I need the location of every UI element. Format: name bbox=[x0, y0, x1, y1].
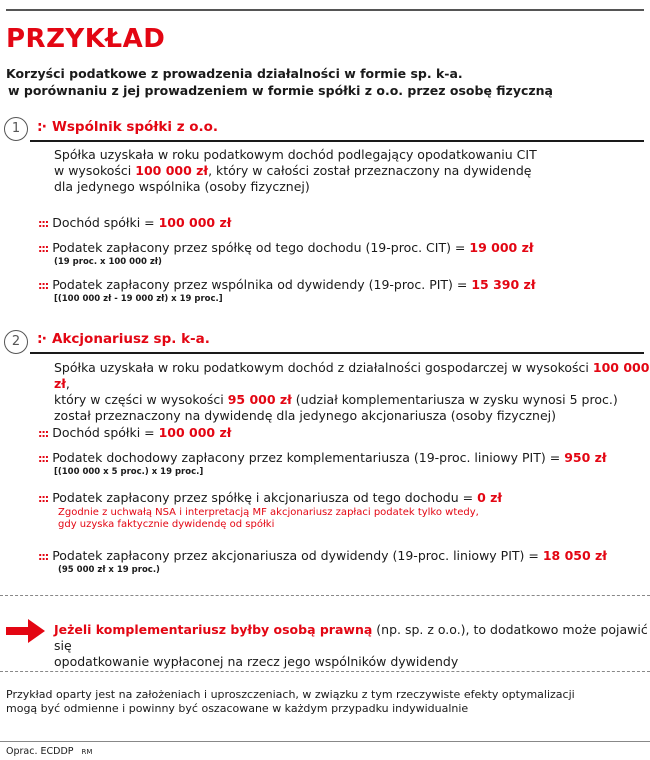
section-1-marker-icon: :· bbox=[37, 119, 46, 135]
footnote: Przykład oparty jest na założeniach i uproszczeniach, w związku z tym rzeczywiste efekty optymalizacji mogą być odmienne i powinny być oszacowane w każdym przypadku indywidualnie bbox=[6, 688, 575, 715]
source-credit: Oprac. ECDDP RM bbox=[6, 746, 93, 757]
body-line: Spółka uzyskała w roku podatkowym dochód podlegający opodatkowaniu CIT bbox=[54, 147, 537, 162]
bullet-icon: ::: bbox=[38, 427, 49, 440]
section-1-number: 1 bbox=[4, 117, 28, 141]
bullet-icon: ::: bbox=[38, 217, 49, 230]
body-line: w wysokości 100 000 zł, który w całości został przeznaczony na dywidendę bbox=[54, 163, 532, 178]
subtitle bbox=[6, 65, 553, 99]
bullet-icon: ::: bbox=[38, 279, 49, 292]
callout-text: Jeżeli komplementariusz byłby osobą prawną (np. sp. z o.o.), to dodatkowo może pojawić się opodatkowanie wypłaconej na rzecz jego wspólników dywidendy bbox=[54, 622, 648, 669]
section-1-item-pit: ::: Podatek zapłacony przez wspólnika od dywidendy (19-proc. PIT) = 15 390 zł bbox=[38, 277, 536, 292]
section-2-item-dividend-calc: (95 000 zł x 19 proc.) bbox=[58, 565, 160, 575]
body-line: dla jedynego wspólnika (osoby fizycznej) bbox=[54, 179, 310, 194]
section-2-rule bbox=[30, 352, 644, 354]
body-line: Spółka uzyskała w roku podatkowym dochód z działalności gospodarczej w wysokości 100 000 zł, bbox=[54, 360, 650, 391]
bullet-icon: ::: bbox=[38, 550, 49, 563]
section-1-item-cit-calc: (19 proc. x 100 000 zł) bbox=[54, 257, 162, 267]
section-2-item-dividend-pit: ::: Podatek zapłacony przez akcjonariusza od dywidendy (19-proc. liniowy PIT) = 18 050 zł bbox=[38, 548, 607, 563]
bottom-rule bbox=[0, 741, 650, 742]
bullet-icon: ::: bbox=[38, 492, 49, 505]
section-2-item-income: ::: Dochód spółki = 100 000 zł bbox=[38, 425, 232, 440]
section-1-heading: Wspólnik spółki z o.o. bbox=[52, 119, 219, 135]
arrow-right-icon bbox=[6, 618, 46, 644]
section-2-marker-icon: :· bbox=[37, 331, 46, 347]
section-1-item-pit-calc: [(100 000 zł - 19 000 zł) x 19 proc.] bbox=[54, 294, 223, 304]
bullet-icon: ::: bbox=[38, 452, 49, 465]
section-1-rule bbox=[30, 140, 644, 142]
bullet-icon: ::: bbox=[38, 242, 49, 255]
body-line: został przeznaczony na dywidendę dla jedynego akcjonariusza (osoby fizycznej) bbox=[54, 408, 557, 423]
subtitle-line-2: w porównaniu z jej prowadzeniem w formie spółki z o.o. przez osobę fizyczną bbox=[8, 83, 553, 98]
section-2-heading: Akcjonariusz sp. k-a. bbox=[52, 331, 210, 347]
author-initials: RM bbox=[81, 748, 93, 756]
dashed-separator bbox=[0, 595, 650, 596]
body-line: który w części w wysokości 95 000 zł (udział komplementariusza w zysku wynosi 5 proc.) bbox=[54, 392, 618, 407]
section-2-item-complementary-pit: ::: Podatek dochodowy zapłacony przez komplementariusza (19-proc. liniowy PIT) = 950 zł bbox=[38, 450, 607, 465]
section-2-number: 2 bbox=[4, 330, 28, 354]
page-title: PRZYKŁAD bbox=[6, 24, 166, 54]
section-1-body bbox=[54, 147, 537, 195]
section-2-item-zero-tax: ::: Podatek zapłacony przez spółkę i akcjonariusza od tego dochodu = 0 zł bbox=[38, 490, 503, 505]
subtitle-line-1: Korzyści podatkowe z prowadzenia działalności w formie sp. k-a. bbox=[6, 66, 463, 81]
dashed-separator bbox=[0, 671, 650, 672]
section-2-body bbox=[54, 360, 650, 424]
section-1-item-income: ::: Dochód spółki = 100 000 zł bbox=[38, 215, 232, 230]
section-2-item-zero-tax-note: Zgodnie z uchwałą NSA i interpretacją MF akcjonariusz zapłaci podatek tylko wtedy, gdy uzyska faktycznie dywidendę od spółki bbox=[58, 507, 479, 530]
top-rule bbox=[6, 9, 644, 11]
section-1-item-cit: ::: Podatek zapłacony przez spółkę od tego dochodu (19-proc. CIT) = 19 000 zł bbox=[38, 240, 534, 255]
section-2-item-complementary-calc: [(100 000 x 5 proc.) x 19 proc.] bbox=[54, 467, 204, 477]
